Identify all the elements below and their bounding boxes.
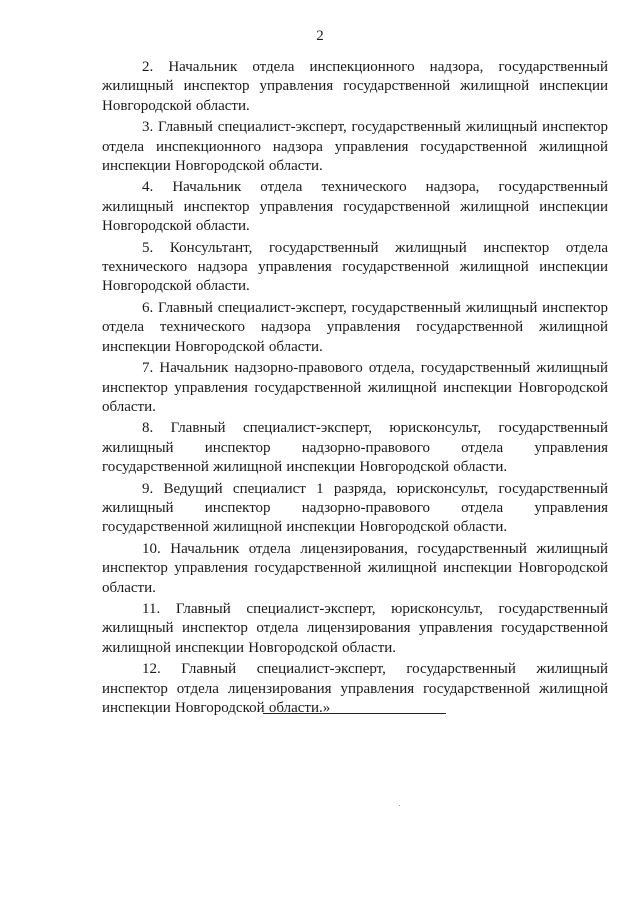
list-item: 7. Начальник надзорно-правового отдела, государственный жилищный инспектор управления государственной жилищной инспекции Новгородской области. [102,360,608,415]
list-item: 11. Главный специалист-эксперт, юрисконсульт, государственный жилищный инспектор отдела лицензирования управления государственной жилищной инспекции Новгородской области. [102,600,608,656]
list-item: 5. Консультант, государственный жилищный инспектор отдела технического надзора управления государственной жилищной инспекции Новгородской области. [102,239,608,295]
list-item: 12. Главный специалист-эксперт, государственный жилищный инспектор отдела лицензирования управления государственной жилищной инспекции Новгородской области.» [102,661,608,716]
page-number: 2 [316,28,324,44]
list-item: 4. Начальник отдела технического надзора, государственный жилищный инспектор управления государственной жилищной инспекции Новгородской области. [102,179,608,235]
list-item: 3. Главный специалист-эксперт, государственный жилищный инспектор отдела инспекционного надзора управления государственной жилищной инспекции Новгородской области. [102,119,608,175]
list-item: 9. Ведущий специалист 1 разряда, юрисконсульт, государственный жилищный инспектор надзорно-правового отдела управления государственной жилищной инспекции Новгородской области. [102,480,608,536]
scan-speck [399,805,400,806]
closing-rule [263,713,446,714]
list-item: 2. Начальник отдела инспекционного надзора, государственный жилищный инспектор управления государственной жилищной инспекции Новгородской области. [102,59,608,114]
list-item: 8. Главный специалист-эксперт, юрисконсульт, государственный жилищный инспектор надзорно-правового отдела управления государственной жилищной инспекции Новгородской области. [102,420,608,476]
document-body [102,58,608,720]
list-item: 6. Главный специалист-эксперт, государственный жилищный инспектор отдела технического надзора управления государственной жилищной инспекции Новгородской области. [102,299,608,355]
list-item: 10. Начальник отдела лицензирования, государственный жилищный инспектор управления государственной жилищной инспекции Новгородской области. [102,540,608,596]
